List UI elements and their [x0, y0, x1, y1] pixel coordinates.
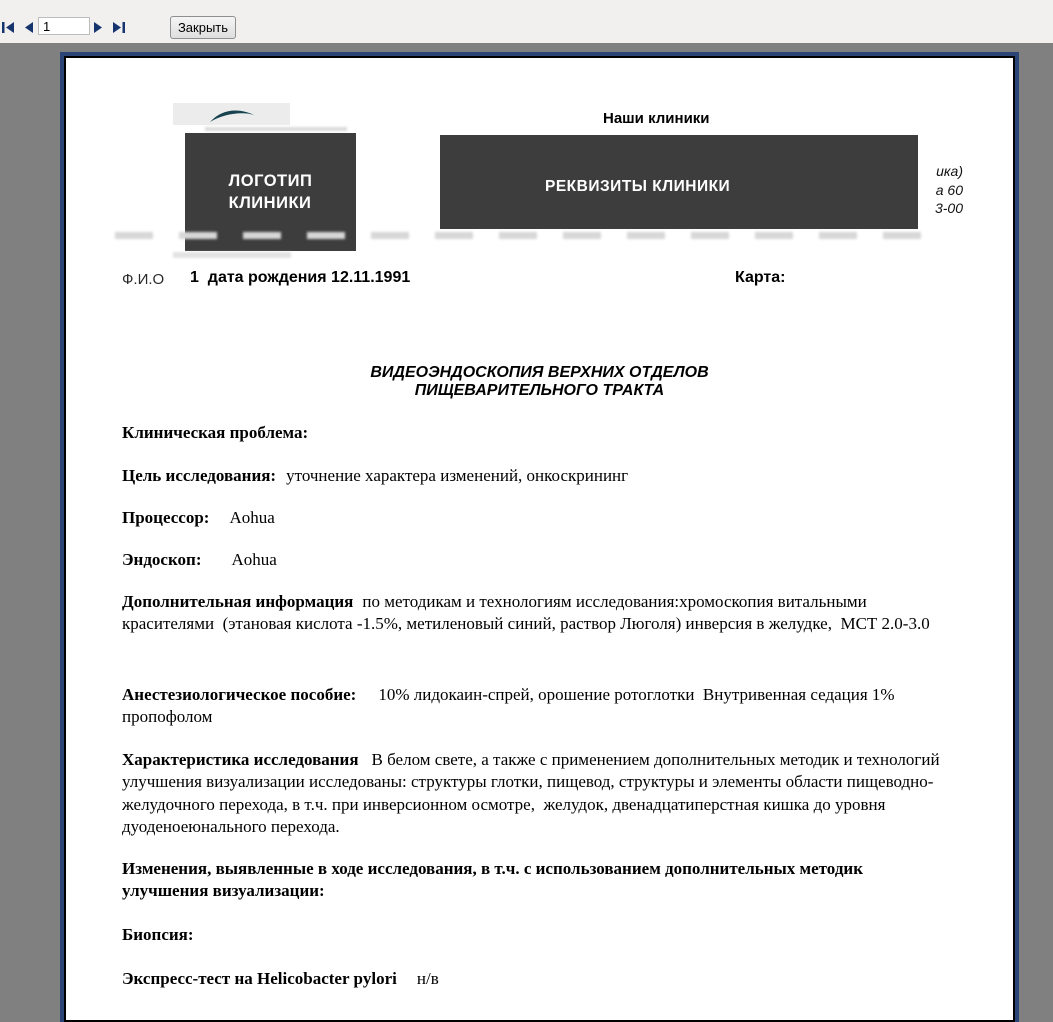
hidden-text-ghost	[173, 252, 291, 258]
clinic-address-fragments	[893, 162, 963, 218]
section-study-characteristics	[122, 749, 944, 839]
section-value: 10% лидокаин-спрей, орошение ротоглотки Внутривенная седация 1% пропофолом	[122, 685, 899, 727]
clinic-logo-strip	[173, 103, 290, 125]
section-label: Биопсия:	[122, 925, 194, 944]
address-fragment: ика)	[936, 163, 963, 179]
logo-placeholder-line1: ЛОГОТИП	[228, 172, 313, 190]
section-value: Aohua	[229, 508, 275, 527]
section-value: Aohua	[231, 550, 277, 569]
section-anesthesia	[122, 684, 940, 729]
page-number-input[interactable]	[38, 17, 90, 35]
section-label: Процессор:	[122, 508, 210, 527]
last-page-icon	[112, 21, 125, 34]
section-clinical-problem	[122, 422, 940, 444]
section-label: Изменения, выявленные в ходе исследования, в т.ч. с использованием дополнительных методик улучшения визуализации:	[122, 859, 868, 901]
toolbar	[0, 0, 1053, 43]
section-findings	[122, 858, 940, 903]
card-label: Карта:	[735, 269, 786, 286]
requisites-placeholder-label: РЕКВИЗИТЫ КЛИНИКИ	[545, 178, 731, 195]
our-clinics-heading: Наши клиники	[603, 111, 710, 123]
fio-label: Ф.И.О	[122, 271, 165, 288]
first-page-icon	[2, 21, 15, 34]
patient-row	[66, 269, 1013, 291]
first-page-button[interactable]	[2, 19, 18, 35]
section-value: по методикам и технологиям исследования:хромоскопия витальными красителями (этановая кислота -1.5%, метиленовый синий, раствор Люголя) инверсия в желудке, МСТ 2.0-3.0	[122, 592, 930, 634]
next-page-button[interactable]	[93, 19, 109, 35]
close-button[interactable]: Закрыть	[170, 16, 236, 39]
section-label: Анестезиологическое пособие:	[122, 685, 357, 704]
hidden-text-ghost-row	[115, 232, 921, 239]
report-title-line2: ПИЩЕВАРИТЕЛЬНОГО ТРАКТА	[414, 381, 665, 399]
section-processor	[122, 507, 940, 529]
fio-value: 1 дата рождения 12.11.1991	[190, 269, 411, 286]
section-additional-info	[122, 591, 940, 636]
document-page	[64, 56, 1015, 1022]
next-page-icon	[93, 21, 103, 34]
requisites-placeholder-box	[440, 135, 918, 229]
section-value: уточнение характера изменений, онкоскрининг	[286, 466, 629, 485]
section-label: Эндоскоп:	[122, 550, 202, 569]
hidden-text-ghost	[205, 127, 347, 131]
address-fragment: 3-00	[934, 200, 963, 216]
previous-page-icon	[24, 21, 34, 34]
address-fragment: а 60	[935, 181, 963, 198]
section-study-goal	[122, 465, 940, 487]
section-label: Экспресс-тест на Helicobacter pylori	[122, 969, 397, 988]
section-endoscope	[122, 549, 940, 571]
section-label: Цель исследования:	[122, 466, 277, 485]
section-label: Дополнительная информация	[122, 592, 354, 611]
report-title-line1: ВИДЕОЭНДОСКОПИЯ ВЕРХНИХ ОТДЕЛОВ	[370, 364, 709, 381]
section-hp-express-test	[122, 968, 940, 990]
logo-swoosh-icon	[209, 107, 255, 123]
section-label: Клиническая проблема:	[122, 423, 309, 442]
section-label: Характеристика исследования	[122, 750, 359, 769]
report-title	[66, 364, 1013, 399]
last-page-button[interactable]	[112, 19, 128, 35]
logo-placeholder-line2: КЛИНИКИ	[228, 194, 312, 212]
section-biopsy	[122, 924, 940, 946]
section-value: В белом свете, а также с применением дополнительных методик и технологий улучшения визуализации исследованы: структуры глотки, пищевод, структуры и элементы области пищеводно-желудочного перехода, в т.ч. при инверсионном осмотре, желудок, двенадцатиперстная кишка до уровня дуоденоеюнального перехода.	[122, 750, 944, 837]
section-value: н/в	[416, 969, 439, 988]
preview-area	[0, 43, 1053, 1000]
